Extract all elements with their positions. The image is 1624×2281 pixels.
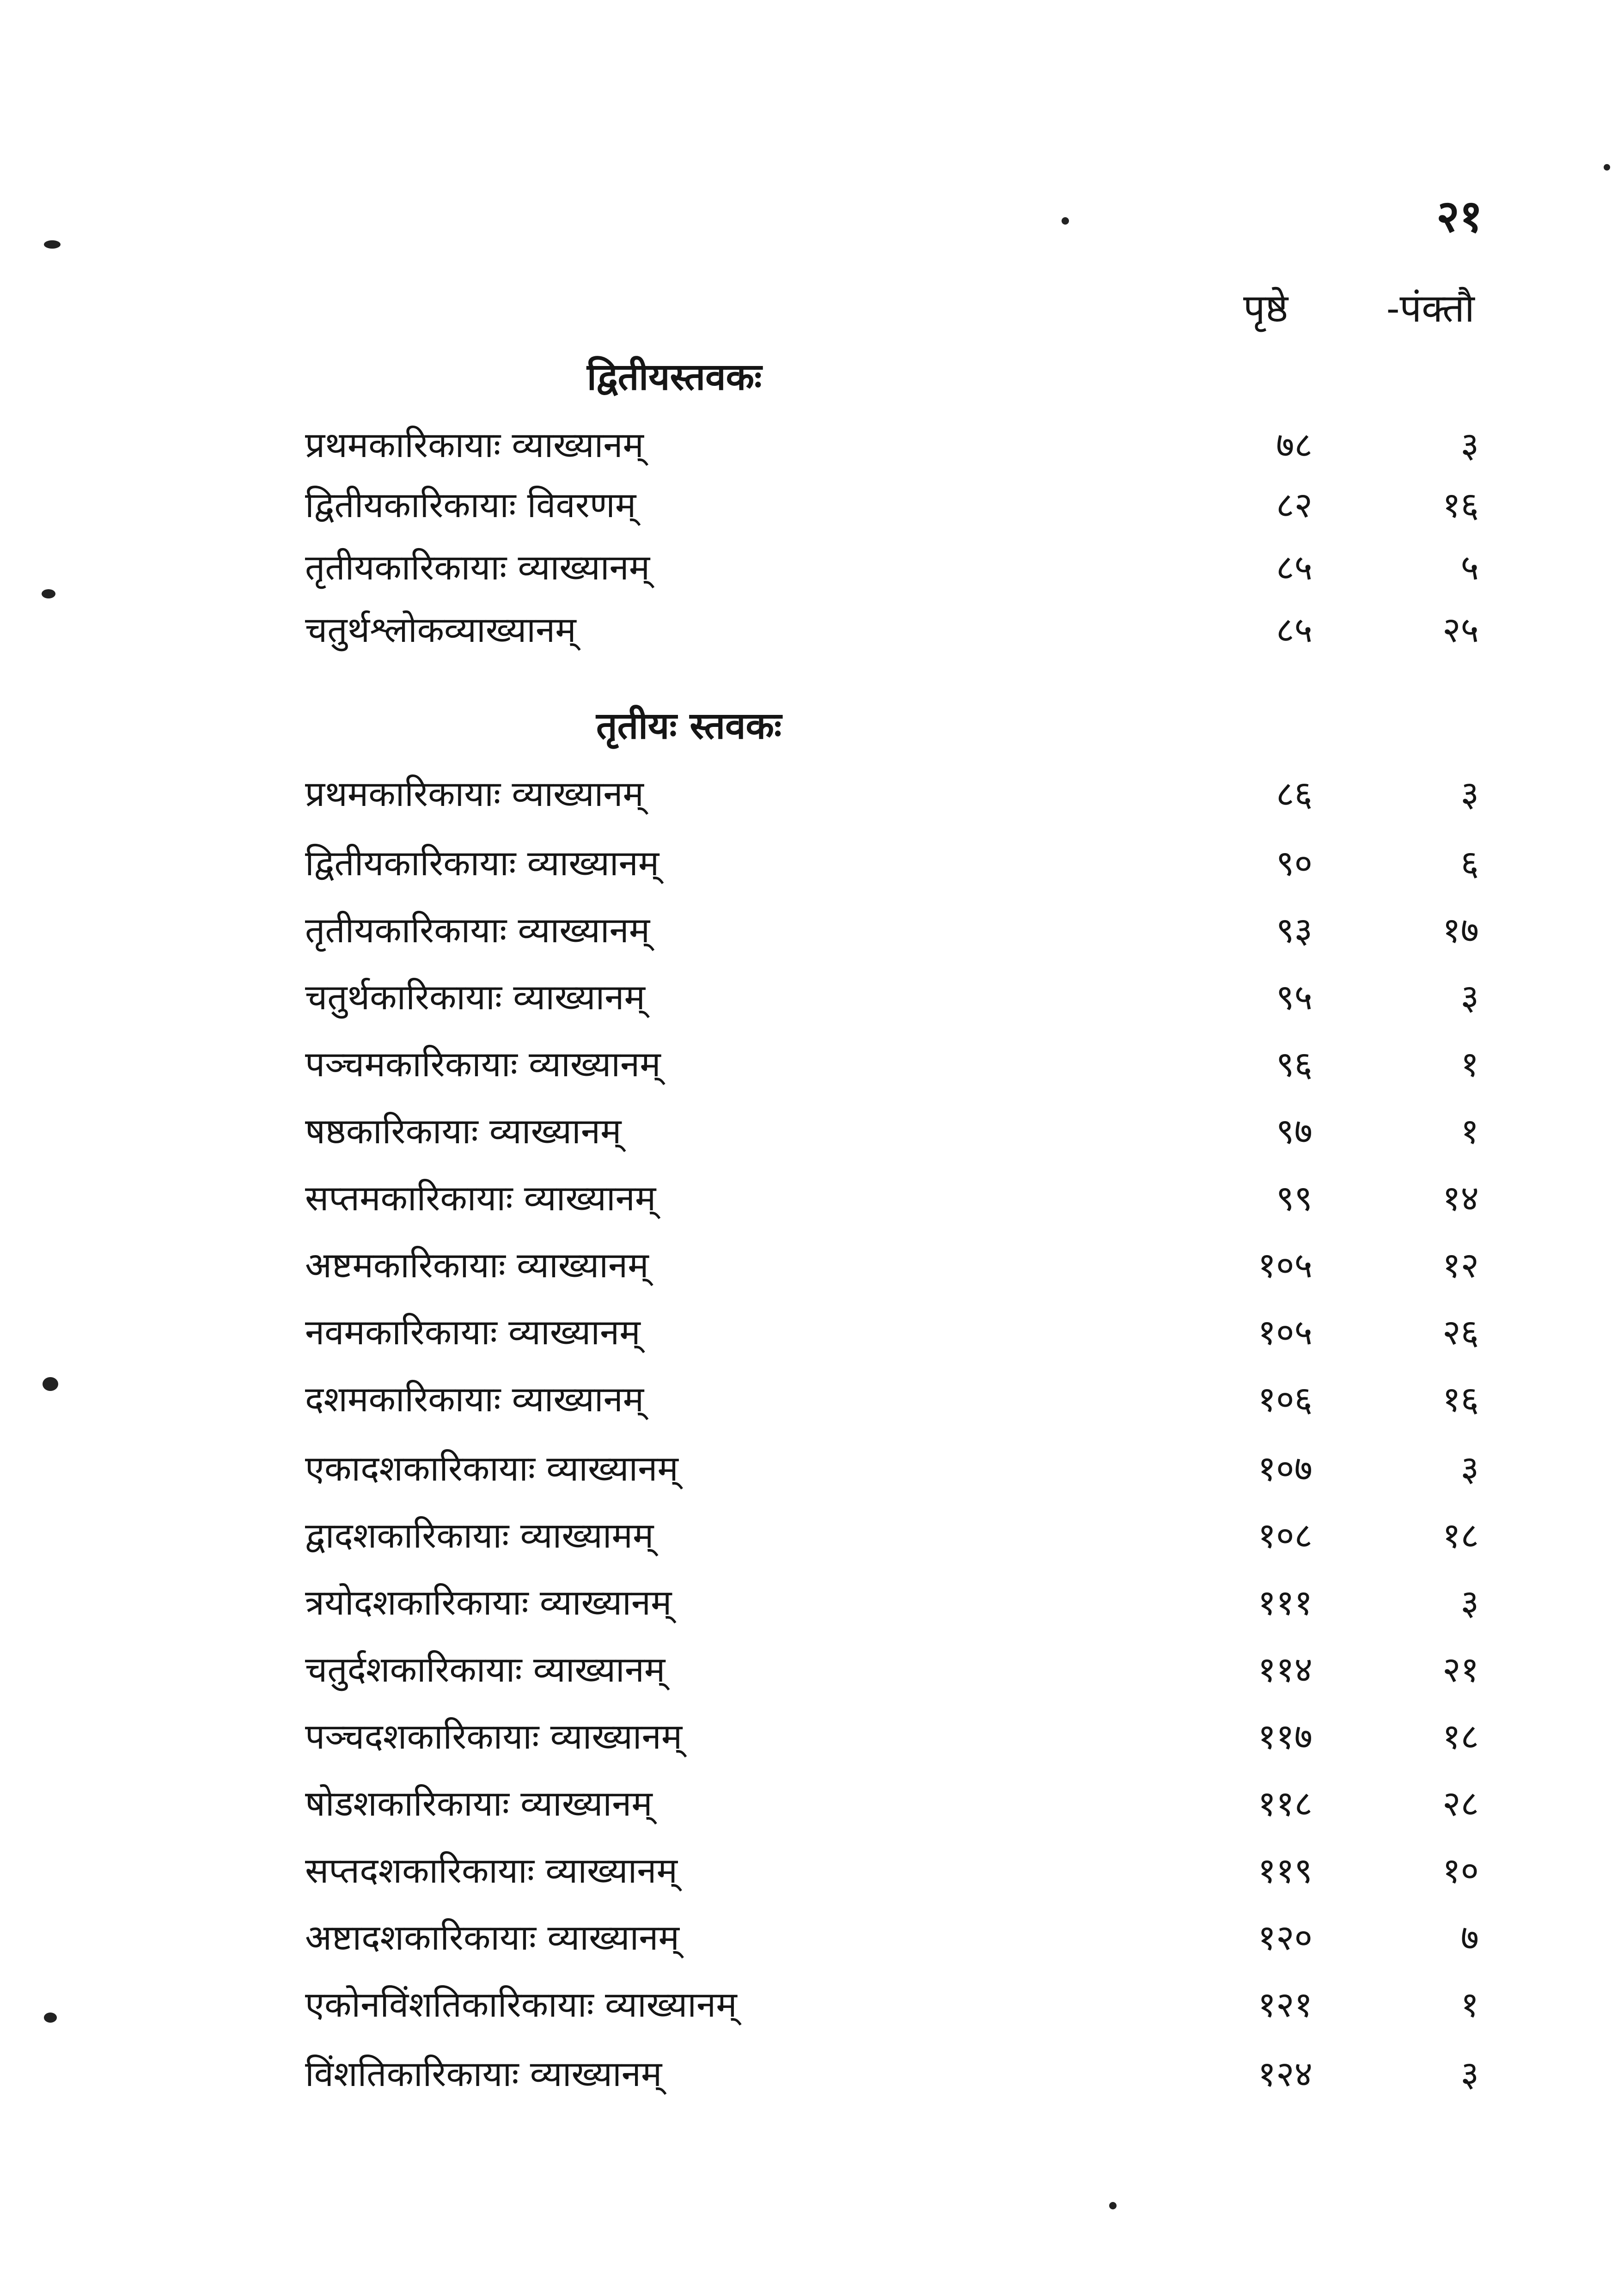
entry-line: १४ (1442, 1177, 1479, 1219)
entry-page: १०६ (1258, 1378, 1313, 1420)
entry-title: द्वितीयकारिकायाः व्याख्यानम् (305, 842, 659, 884)
scan-speck (1062, 217, 1069, 225)
toc-entry (0, 1043, 1624, 1098)
column-headers (0, 286, 1624, 340)
entry-title: तृतीयकारिकायाः व्याख्यानम् (305, 547, 650, 588)
toc-entry (0, 1582, 1624, 1636)
page-number: २१ (1436, 190, 1483, 242)
toc-entry (0, 1311, 1624, 1366)
toc-entry (0, 1448, 1624, 1502)
toc-entry (0, 1378, 1624, 1433)
entry-page: १०५ (1258, 1244, 1313, 1286)
scan-speck (1109, 2202, 1117, 2209)
entry-title: षोडशकारिकायाः व्याख्यानम् (305, 1783, 653, 1824)
line-column-header: -पंक्तौ (1386, 286, 1475, 331)
entry-line: ३ (1460, 424, 1479, 465)
entry-line: ३ (1460, 1448, 1479, 1489)
entry-page: १०५ (1258, 1311, 1313, 1353)
toc-entry (0, 1917, 1624, 1971)
entry-page: ९३ (1276, 909, 1313, 951)
entry-title: चतुर्थश्लोकव्याख्यानम् (305, 609, 576, 650)
entry-title: एकादशकारिकायाः व्याख्यानम् (305, 1448, 678, 1489)
toc-entry (0, 484, 1624, 538)
toc-entry (0, 1244, 1624, 1299)
entry-line: १८ (1442, 1716, 1479, 1757)
entry-line: १ (1460, 1110, 1479, 1152)
toc-entry (0, 1850, 1624, 1904)
entry-title: एकोनविंशतिकारिकायाः व्याख्यानम् (305, 1984, 737, 2025)
entry-page: ९० (1276, 842, 1313, 884)
section-title: तृतीयः स्तवकः (596, 704, 782, 747)
entry-line: १ (1460, 1984, 1479, 2025)
toc-entry (0, 1515, 1624, 1569)
scan-speck (44, 240, 61, 249)
entry-title: षष्ठकारिकायाः व्याख्यानम् (305, 1110, 622, 1152)
entry-title: पञ्चदशकारिकायाः व्याख्यानम् (305, 1716, 683, 1757)
entry-page: ७८ (1276, 424, 1313, 465)
entry-title: विंशतिकारिकायाः व्याख्यानम् (305, 2053, 662, 2094)
entry-line: १२ (1442, 1244, 1479, 1286)
entry-line: ३ (1460, 976, 1479, 1018)
entry-title: पञ्चमकारिकायाः व्याख्यानम् (305, 1043, 661, 1085)
toc-entry (0, 1649, 1624, 1703)
toc-entry (0, 547, 1624, 601)
entry-page: ८६ (1276, 773, 1313, 814)
entry-page: ८५ (1276, 547, 1313, 588)
entry-line: ३ (1460, 2053, 1479, 2094)
entry-page: ११४ (1258, 1649, 1313, 1690)
entry-line: ६ (1460, 842, 1479, 884)
entry-page: ११७ (1258, 1716, 1313, 1757)
toc-entry (0, 1716, 1624, 1770)
entry-title: प्रथमकारिकायाः व्याख्यानम् (305, 773, 644, 814)
entry-page: ९९ (1276, 1177, 1313, 1219)
toc-entry (0, 1110, 1624, 1165)
entry-line: २५ (1442, 609, 1479, 650)
entry-title: अष्टादशकारिकायाः व्याख्यानम् (305, 1917, 679, 1958)
entry-title: त्रयोदशकारिकायाः व्याख्यानम् (305, 1582, 672, 1623)
entry-title: द्वितीयकारिकायाः विवरणम् (305, 484, 636, 525)
toc-entry (0, 1984, 1624, 2038)
entry-page: ९६ (1276, 1043, 1313, 1085)
entry-page: ९७ (1276, 1110, 1313, 1152)
toc-entry (0, 424, 1624, 478)
toc-entry (0, 842, 1624, 897)
entry-line: १६ (1442, 1378, 1479, 1420)
entry-page: ८२ (1276, 484, 1313, 525)
entry-line: २६ (1442, 1311, 1479, 1353)
entry-page: १११ (1258, 1582, 1313, 1623)
section-title: द्वितीयस्तवकः (587, 355, 762, 398)
entry-title: चतुर्दशकारिकायाः व्याख्यानम् (305, 1649, 665, 1690)
entry-title: चतुर्थकारिकायाः व्याख्यानम् (305, 976, 645, 1018)
entry-page: १०८ (1258, 1515, 1313, 1556)
toc-entry (0, 976, 1624, 1031)
toc-entry (0, 1783, 1624, 1837)
toc-entry (0, 773, 1624, 827)
scan-speck (43, 1377, 58, 1391)
entry-title: तृतीयकारिकायाः व्याख्यानम् (305, 909, 650, 951)
entry-title: प्रथमकारिकायाः व्याख्यानम् (305, 424, 644, 465)
entry-title: दशमकारिकायाः व्याख्यानम् (305, 1378, 644, 1420)
entry-page: १०७ (1258, 1448, 1313, 1489)
entry-title: सप्तदशकारिकायाः व्याख्यानम् (305, 1850, 678, 1891)
toc-entry (0, 909, 1624, 964)
entry-page: १२१ (1258, 1984, 1313, 2025)
entry-line: १ (1460, 1043, 1479, 1085)
entry-title: द्वादशकारिकायाः व्याख्यामम् (305, 1515, 654, 1556)
entry-line: ३ (1460, 773, 1479, 814)
entry-line: ५ (1460, 547, 1479, 588)
toc-entry (0, 2053, 1624, 2107)
entry-line: ३ (1460, 1582, 1479, 1623)
scan-speck (1604, 164, 1610, 171)
entry-line: २१ (1442, 1649, 1479, 1690)
entry-page: १२४ (1258, 2053, 1313, 2094)
page-column-header: पृष्ठे (1243, 286, 1288, 331)
entry-page: ११८ (1258, 1783, 1313, 1824)
entry-title: सप्तमकारिकायाः व्याख्यानम् (305, 1177, 656, 1219)
toc-entry (0, 609, 1624, 663)
entry-page: ११९ (1258, 1850, 1313, 1891)
entry-line: ७ (1460, 1917, 1479, 1958)
toc-entry (0, 1177, 1624, 1232)
entry-line: १७ (1442, 909, 1479, 951)
entry-title: अष्टमकारिकायाः व्याख्यानम् (305, 1244, 649, 1286)
entry-line: २८ (1442, 1783, 1479, 1824)
entry-title: नवमकारिकायाः व्याख्यानम् (305, 1311, 641, 1353)
entry-page: १२० (1258, 1917, 1313, 1958)
scan-speck (44, 2013, 57, 2023)
entry-line: १६ (1442, 484, 1479, 525)
entry-line: १० (1442, 1850, 1479, 1891)
entry-page: ९५ (1276, 976, 1313, 1018)
scan-speck (42, 589, 55, 598)
entry-page: ८५ (1276, 609, 1313, 650)
entry-line: १८ (1442, 1515, 1479, 1556)
